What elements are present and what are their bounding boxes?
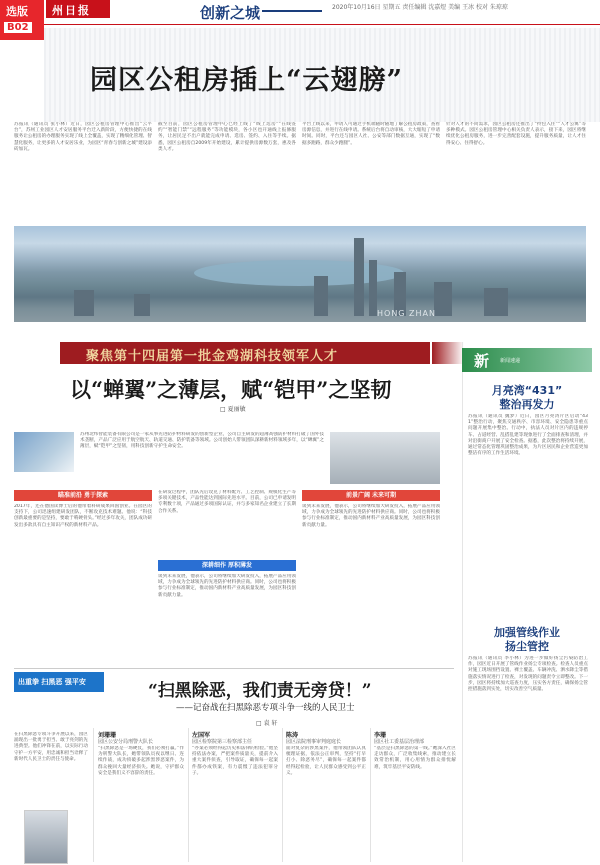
lead-column-1: 苏报讯（通讯员 张小林）近日，园区公租房管理中心推出“云平台”，苏州工业园区人才安居服务平台迁入新阶段，方便快捷的在线服务让公租房的办理服务实现了线上全覆盖，实现了精细化管理、智慧化服务，让更多的人才安居乐业，为园区“青春与创新之城”建设添砖加瓦。	[14, 122, 152, 152]
skyline-photo	[14, 226, 586, 322]
feature-headline: 以“蝉翼”之薄层，赋“铠甲”之坚韧	[70, 377, 392, 402]
paper-logo: 州日报	[46, 0, 110, 18]
section-rule	[262, 10, 322, 12]
photo-tower	[484, 288, 508, 316]
feature-column-2a: 在研发过程中，团队先后攻克了材料配方、工艺控制、规模化生产等多项关键技术，产品性能达到国际先进水平。目前，公司已申请发明专利数十项，产品通过多项国际认证，并与多家知名企业建立了长期合作关系。	[158, 490, 296, 514]
news-tag-label: 新	[474, 352, 490, 370]
photo-watermark: HONG ZHAN	[377, 309, 436, 318]
profile-role: 园区法院刑事审判庭庭长	[286, 739, 342, 745]
sidebar-headline-4: 扬尘管控	[505, 640, 549, 653]
lead-column-2: 截至目前，园区公租房管理中心已经上线了“线上选房”“在线签约”“智能门禁”“远程服务”等功能模块，各小区也开通线上报修服务，让居民足不出户就能完成申请、选房、签约、入住等手续。据悉，园区公租房自2009年开始建设，累计提供房源数万套，惠及各类人才。	[158, 122, 296, 152]
profile-name: 陈涛	[286, 732, 299, 739]
profile-text: “扫黑除恶是一场硬仗，我们必须打赢。”作为刑警大队长，她带领队员夜以继日、连续作战，成功侦破多起涉黑涉恶案件，为群众挽回大量经济损失。她说，守护群众安全是我们义不容辞的责任。	[98, 746, 184, 776]
photo-tower	[314, 276, 328, 316]
sidebar-story-1: 苏报讯（通讯员 魏梦）近日，园区月亮湾片区启动“431”整治行动，聚焦交通秩序、市容环境、安全隐患等重点问题开展集中整治。行动中，执法人员对片区内的违规停车、占道经营、乱搭乱建等现象进行了全面排查和清理，并对沿街商户开展了安全检查。据悉，此次整治将持续开展，通过常态化管理巩固整治成果，为片区居民和企业营造更加整洁有序的工作生活环境。	[468, 414, 588, 457]
news-tag-sub: 新闻速递	[500, 358, 521, 364]
campaign-banner-text: 出重拳 扫黑恶 强平安	[18, 678, 86, 686]
ribbon-end	[432, 342, 464, 364]
sidebar-story-2: 苏报讯（通讯员 李小林）为进一步做好扬尘污染防治工作，园区近日开展了管线作业扬尘专项检查。检查人员重点对施工现场围挡设置、裸土覆盖、车辆冲洗、洒水降尘等措施落实情况进行了检查，对发现的问题责令立即整改。下一步，园区将持续加大巡查力度，压实各方责任，确保扬尘管控措施落到实处，切实改善空气质量。	[468, 656, 588, 693]
bottom-subhead: ——记奋战在扫黑除恶专项斗争一线的人民卫士	[176, 703, 355, 713]
feature-column-2b: 谈到未来发展，他表示，公司将继续加大研发投入，拓展产品应用领域，力争成为全球领先的先进防护材料供应商。同时，公司也将积极参与行业标准制定，推动国内新材料产业高质量发展，为园区科技创新贡献力量。	[158, 574, 296, 598]
bottom-headline: “扫黑除恶，我们责无旁贷！”	[148, 681, 372, 701]
profile-name: 左国军	[192, 732, 211, 739]
lead-headline: 园区公租房插上“云翅膀”	[90, 65, 404, 96]
bottom-intro: 在扫黑除恶专项斗争开展以来，园区涌现出一批勇于担当、敢于亮剑的先进典型。他们冲锋在前，以实际行动守护一方平安，用忠诚和担当诠释了新时代人民卫士的责任与使命。	[14, 732, 88, 762]
photo-tower	[434, 282, 452, 316]
profile-role: 园区公安分局刑警大队长	[98, 739, 154, 745]
sidebar-headline-2: 整治再发力	[499, 398, 555, 411]
feature-column-3: 谈到未来发展，他表示，公司将继续加大研发投入，拓展产品应用领域，力争成为全球领先的先进防护材料供应商。同时，公司也将积极参与行业标准制定，推动国内新材料产业高质量发展，为园区科技创新贡献力量。	[302, 504, 440, 528]
section-title: 创新之城	[200, 4, 261, 22]
feature-column-1: 2017年，还在德国读博士后的他带着科研成果回国创业。在园区的支持下，公司迅速组建研发团队，不断攻克技术难题。他说：“科技创新最重要的是坚持，要敢于啃硬骨头。”经过多年攻关，团队成功研发出多款具有自主知识产权的新材料产品。	[14, 504, 152, 528]
column-rule	[188, 728, 189, 862]
feature-byline: □ 夏丽敏	[220, 406, 246, 413]
sidebar-headline-3: 加强管线作业	[494, 626, 560, 639]
column-rule	[282, 728, 283, 862]
profile-name: 刘珊珊	[98, 732, 117, 739]
feature-subhead-2: 深耕细作 厚积薄发	[158, 560, 296, 571]
photo-tower	[134, 294, 150, 316]
masthead-rule	[44, 24, 600, 25]
column-rule	[370, 728, 371, 862]
sidebar-headline-1: 月亮湾“431”	[491, 384, 563, 397]
edition-badge	[0, 0, 44, 40]
photo-tower	[74, 290, 94, 316]
profile-name: 李珊	[374, 732, 387, 739]
profile-text: 面对复杂的涉黑案件，他带领团队认真梳理证据，依法公正审判，坚持“打早打小、除恶务尽”，确保每一起案件都经得起检验，让人民群众感受到公平正义。	[286, 746, 366, 776]
ribbon-text: 聚焦第十四届第一批金鸡湖科技领军人才	[86, 349, 339, 364]
badge-label: 选版	[6, 5, 28, 18]
portrait-photo	[24, 810, 68, 864]
profile-role: 园区检察院第三检察部主任	[192, 739, 253, 745]
lead-column-3: 平台上线以来，申请人可通过手机端随时随地了解公租房政策，查看房源信息，并进行在线申请。系统后台将自动审核，大大缩短了申请时间。同时，平台还与园区人社、公安等部门数据互通，实现了“数据多跑路，群众少跑腿”。	[302, 122, 440, 146]
column-rule	[93, 728, 94, 862]
profile-text: “基层是扫黑除恶的第一线。”她深入社区走访群众，广泛收集线索，推动建立长效常治机制，用心用情为群众排忧解难，筑牢基层平安防线。	[374, 746, 456, 770]
feature-photo-left	[14, 432, 74, 472]
feature-subhead-3: 前景广阔 未来可期	[302, 490, 440, 501]
photo-tower	[369, 260, 377, 316]
profile-text: “办案必须经得起历史和法律的检验。”他坚持依法办案，严把案件质量关，提前介入重大案件侦查，引导取证，确保每一起案件都办成铁案，有力震慑了违法犯罪分子。	[192, 746, 278, 776]
page-number: B02	[4, 22, 32, 33]
feature-intro: 苏州北纬智能装备有限公司是一家从事先进防护材料研发的创新型企业，公司自主研发的超薄高强防护材料打破了国外技术垄断，产品广泛应用于航空航天、轨道交通、防护装备等领域。公司创始人带领团队深耕新材料领域多年，以“蝉翼”之薄层，赋“铠甲”之坚韧，用科技创新守护生命安全。	[80, 432, 324, 450]
bottom-byline: □ 袁 轩	[256, 720, 278, 727]
photo-tower	[354, 238, 364, 316]
news-tag	[462, 348, 592, 372]
bottom-divider	[14, 668, 454, 669]
campaign-banner	[14, 672, 104, 692]
dateline: 2020年10月16日 星期五 责任编辑 沈嘉煜 美编 王冰 校对 朱琼琼	[332, 4, 508, 11]
feature-photo-right	[330, 432, 440, 484]
feature-subhead-1: 瞄准前沿 勇于探索	[14, 490, 152, 501]
profile-role: 园区社工委基层治理部	[374, 739, 425, 745]
lead-column-4: 针对人才的不同需求，园区公租房还推出了“拎包入住”“人才公寓”等多种模式。园区公租房管理中心相关负责人表示，接下来，园区将继续优化公租房服务，进一步完善配套设施，提升服务质量，让人才住得安心、住得舒心。	[446, 122, 586, 146]
